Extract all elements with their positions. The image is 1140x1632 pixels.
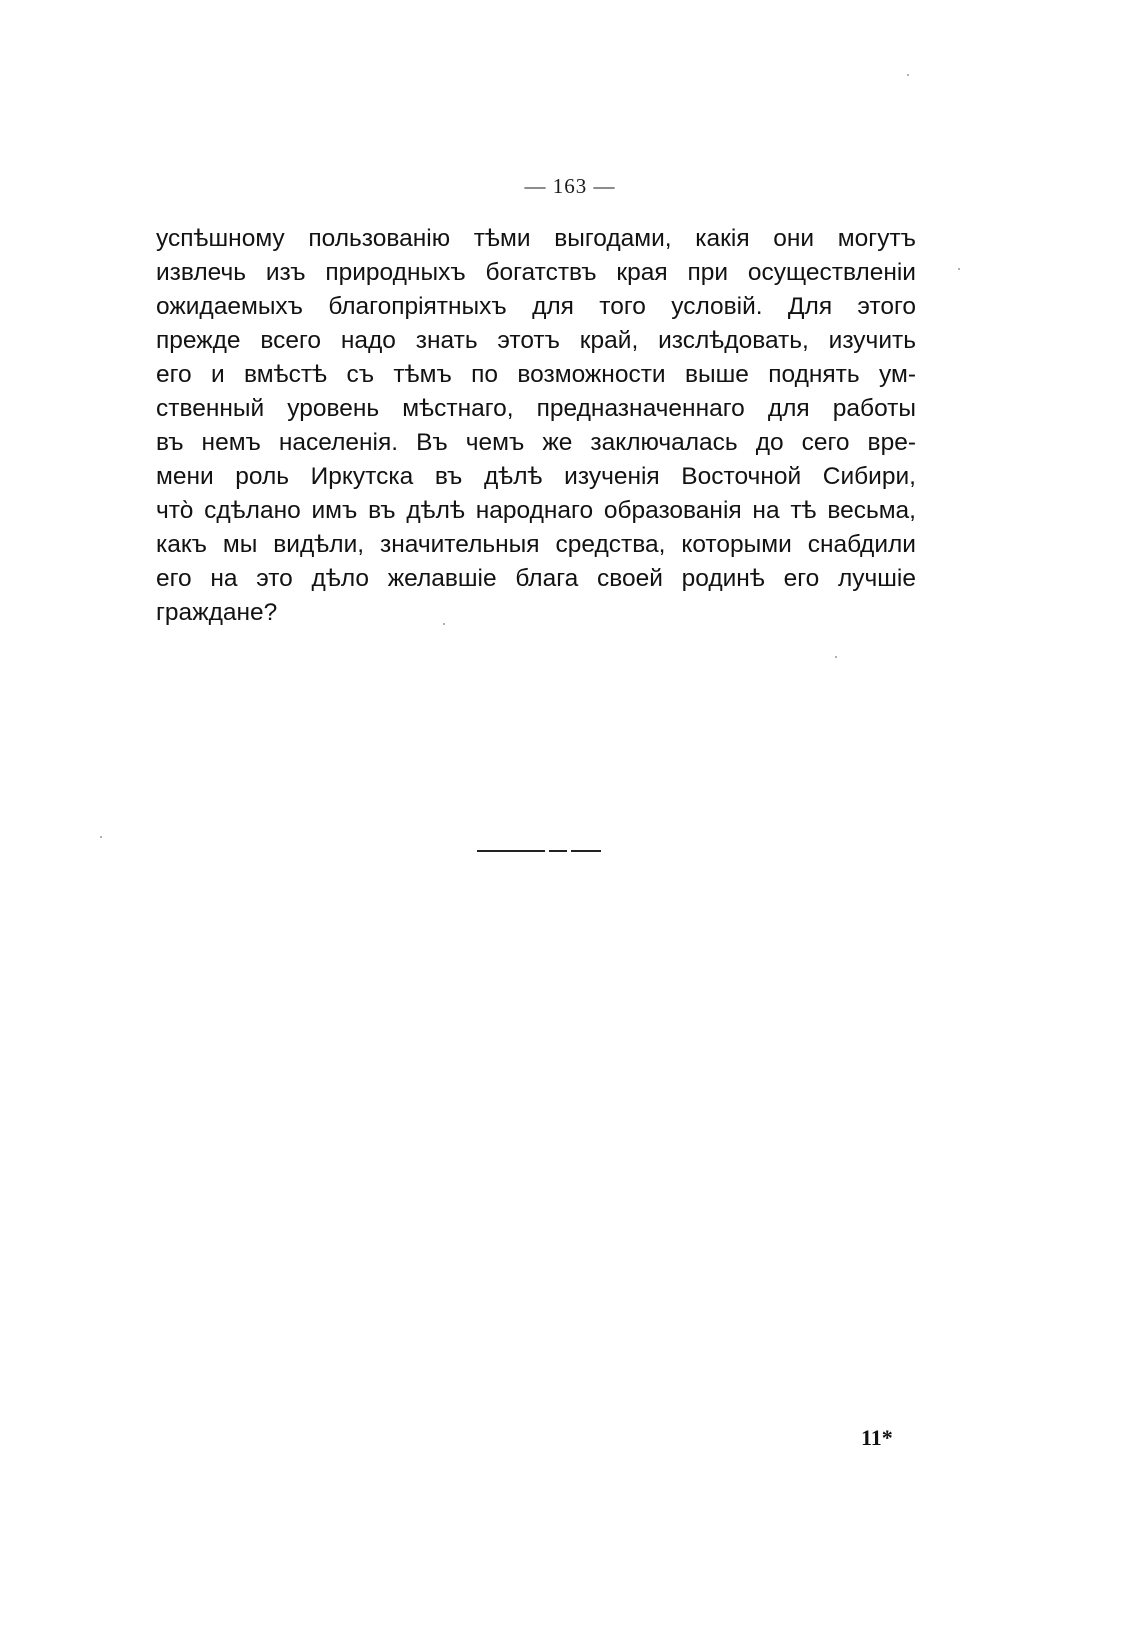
paragraph-line: мени роль Иркутска въ дѣлѣ изученія Восточной Сибири, [156,463,916,490]
divider-segment [571,850,601,852]
paragraph-line: его и вмѣстѣ съ тѣмъ по возможности выше поднять ум- [156,361,916,388]
paragraph-line: прежде всего надо знать этотъ край, изслѣдовать, изучить [156,327,916,354]
paragraph-line: извлечь изъ природныхъ богатствъ края при осуществленіи [156,259,916,286]
scan-speck [835,656,837,658]
signature-mark: 11* [861,1425,893,1450]
paragraph-line: граждане? [156,599,278,626]
divider-segment [477,850,545,852]
scan-speck [443,623,445,625]
page-number: — 163 — [524,174,616,198]
paragraph-line: успѣшному пользованію тѣми выгодами, какія они могутъ [156,225,916,252]
paragraph-line: какъ мы видѣли, значительныя средства, которыми снабдили [156,531,916,558]
section-divider [477,850,601,853]
paragraph-line: ственный уровень мѣстнаго, предназначеннаго для работы [156,395,916,422]
scan-speck [907,74,909,76]
scan-speck [958,268,960,270]
divider-segment [549,850,567,852]
paragraph-line: ожидаемыхъ благопріятныхъ для того условій. Для этого [156,293,916,320]
paragraph-line: въ немъ населенія. Въ чемъ же заключалась до сего вре- [156,429,916,456]
body-paragraph [156,222,916,630]
paragraph-line: что̀ сдѣлано имъ въ дѣлѣ народнаго образованія на тѣ весьма, [156,497,916,524]
paragraph-line: его на это дѣло желавшіе блага своей родинѣ его лучшіе [156,565,916,592]
scan-speck [100,836,102,838]
